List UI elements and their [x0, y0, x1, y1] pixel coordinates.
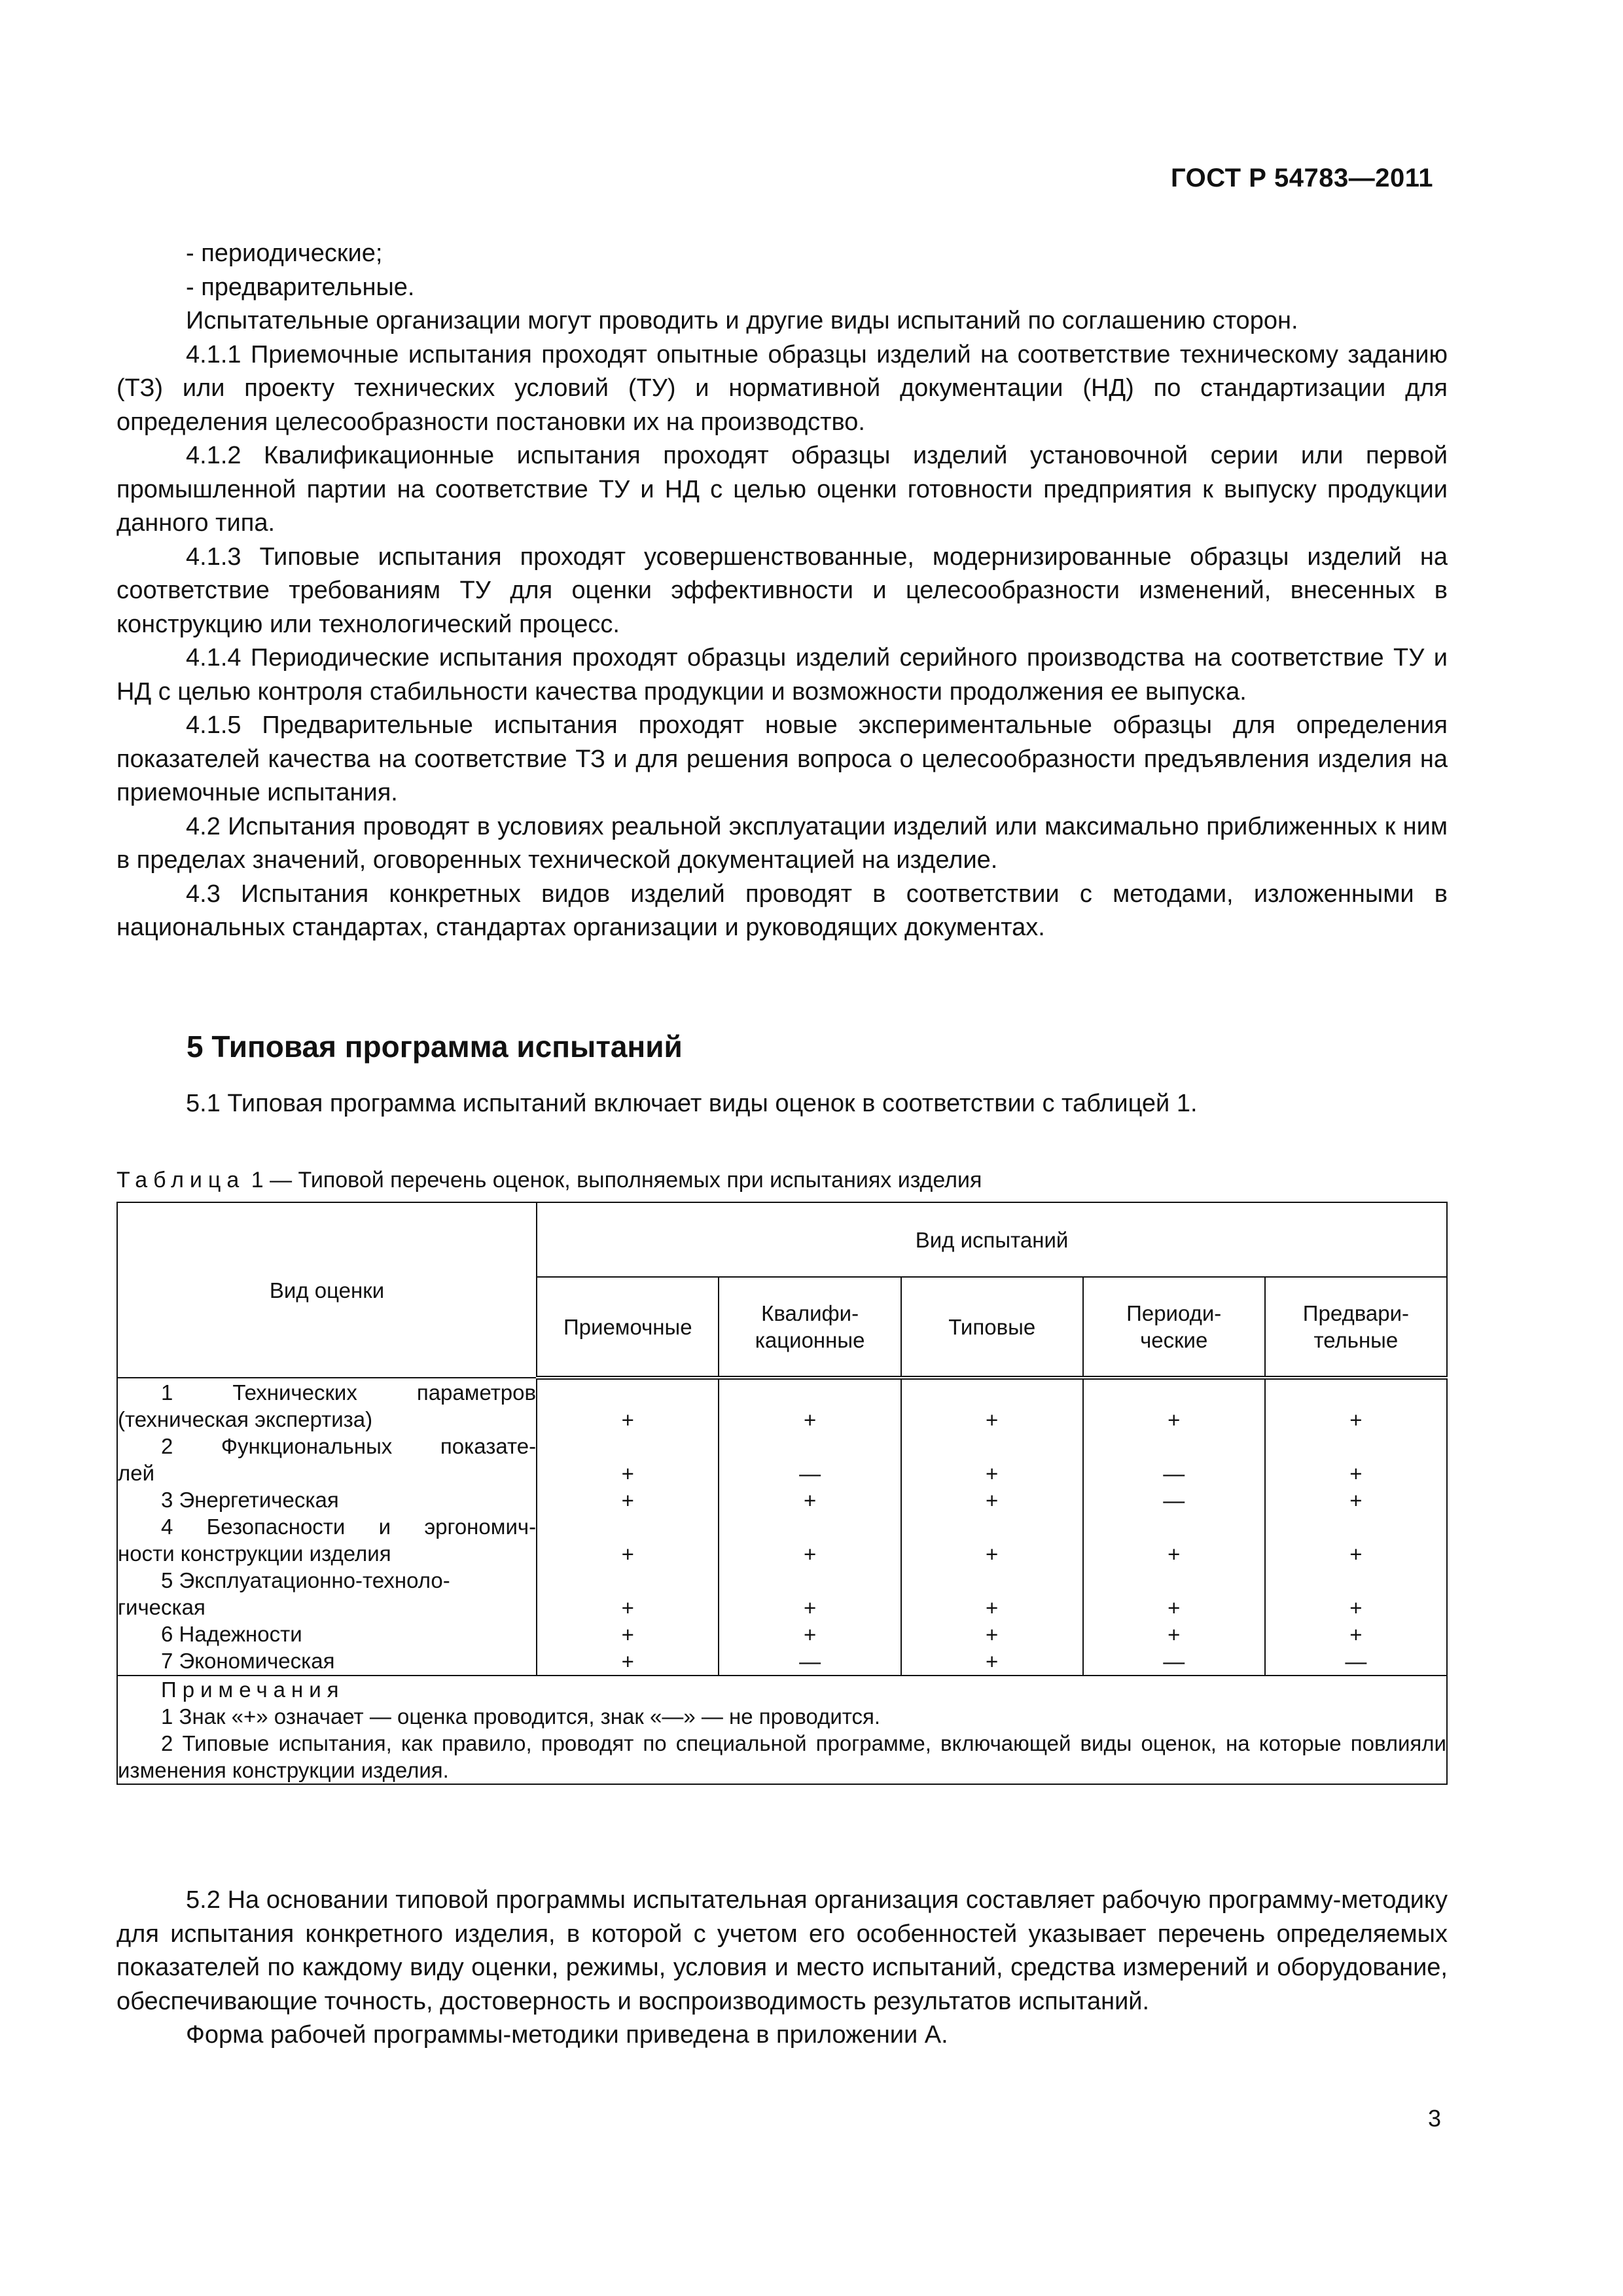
- table-row-label: 4 Безопасности и эргономич-: [161, 1515, 537, 1539]
- paragraph: 5.2 На основании типовой программы испытательная организация составляет рабочую программу-методику для испытания конкретного изделия, в которой с учетом его особенностей указывает перечень определяемых показателей по каждому виду оценки, режимы, условия и место испытаний, средства измерений и оборудование, обеспечивающие точность, достоверность и воспроизводимость результатов испытаний.: [116, 1886, 1448, 2015]
- paragraph-4-1-3: 4.1.3 Типовые испытания проходят усовершенствованные, модернизированные образцы изделий на соответствие требованиям ТУ для оценки эффективности и целесообразности изменений, внесенных в конструкцию или технологический процесс.: [116, 543, 1448, 638]
- table-row-label: 3 Энергетическая: [161, 1488, 339, 1512]
- paragraph: Форма рабочей программы-методики приведена в приложении А.: [186, 2021, 948, 2049]
- table-row-label: ности конструкции изделия: [118, 1541, 391, 1566]
- note-item: 1 Знак «+» означает — оценка проводится, знак «—» — не проводится.: [161, 1704, 881, 1729]
- table-row-label: 1 Технических параметров: [161, 1380, 537, 1405]
- paragraph-4-3: 4.3 Испытания конкретных видов изделий проводят в соответствии с методами, изложенными в национальных стандартах, стандартах организации и руководящих документах.: [116, 880, 1448, 941]
- table-row-label: 6 Надежности: [161, 1622, 302, 1646]
- paragraph-5-2: [116, 1884, 1448, 2053]
- evaluation-labels: [117, 1378, 537, 1676]
- paragraph-4-2: 4.2 Испытания проводят в условиях реальной эксплуатации изделий или максимально приближенных к ним в пределах значений, оговоренных технической документацией на изделие.: [116, 812, 1448, 874]
- table-row-label: (техническая экспертиза): [118, 1407, 373, 1431]
- note-item: 2 Типовые испытания, как правило, проводят по специальной программе, включающей виды оценок, на которые повлияли изменения конструкции изделия.: [118, 1731, 1446, 1782]
- table-caption-text: 1 — Типовой перечень оценок, выполняемых при испытаниях изделия: [245, 1168, 982, 1193]
- standard-code: ГОСТ Р 54783—2011: [1171, 164, 1433, 192]
- table-row-label: 7 Экономическая: [161, 1649, 335, 1673]
- paragraph-4-1-2: 4.1.2 Квалификационные испытания проходят образцы изделий установочной серии или первой промышленной партии на соответствие ТУ и НД с целью оценки готовности предприятия к выпуску продукции данного типа.: [116, 442, 1448, 537]
- col-header-evaluation: Вид оценки: [117, 1202, 537, 1378]
- table-caption-word: Таблица: [116, 1168, 245, 1193]
- table-row-label: лей: [118, 1461, 155, 1485]
- col-header-test-kind: Вид испытаний: [537, 1202, 1447, 1277]
- section-title: 5 Типовая программа испытаний: [187, 1030, 683, 1064]
- marks-preliminary: + + + + + + —: [1265, 1378, 1447, 1676]
- table-row-label: гическая: [118, 1595, 205, 1619]
- paragraph-4-1-1: 4.1.1 Приемочные испытания проходят опытные образцы изделий на соответствие техническому заданию (ТЗ) или проекту технических условий (ТУ) и нормативной документации (НД) по стандартизации для определения целесообразности постановки их на производство.: [116, 340, 1448, 436]
- marks-periodic: + — — + + + —: [1083, 1378, 1265, 1676]
- table-caption: [116, 1166, 982, 1194]
- paragraph-4-1-5: 4.1.5 Предварительные испытания проходят новые экспериментальные образцы для определения показателей качества на соответствие ТЗ и для решения вопроса о целесообразности предъявления изделия на приемочные испытания.: [116, 711, 1448, 806]
- table-row-label: 5 Эксплуатационно-техноло-: [161, 1568, 450, 1592]
- col-header-periodic: Периоди- ческие: [1083, 1277, 1265, 1378]
- col-header-acceptance: Приемочные: [537, 1277, 719, 1378]
- section-4-text: [116, 237, 1448, 945]
- notes-title: Примечания: [161, 1677, 345, 1702]
- marks-type: + + + + + + +: [901, 1378, 1083, 1676]
- table-notes: [117, 1676, 1447, 1784]
- paragraph-5-1: 5.1 Типовая программа испытаний включает виды оценок в соответствии с таблицей 1.: [186, 1090, 1198, 1117]
- page-number: 3: [1427, 2105, 1441, 2132]
- col-header-qualification: Квалифи- кационные: [719, 1277, 901, 1378]
- marks-qualification: + — + + + + —: [719, 1378, 901, 1676]
- evaluation-table: [116, 1202, 1448, 1785]
- list-item: - периодические;: [186, 240, 383, 267]
- marks-acceptance: + + + + + + +: [537, 1378, 719, 1676]
- list-item: - предварительные.: [186, 273, 415, 301]
- table-row-label: 2 Функциональных показате-: [161, 1434, 537, 1458]
- col-header-type: Типовые: [901, 1277, 1083, 1378]
- col-header-preliminary: Предвари- тельные: [1265, 1277, 1447, 1378]
- paragraph-4-1-4: 4.1.4 Периодические испытания проходят образцы изделий серийного производства на соответствие ТУ и НД с целью контроля стабильности качества продукции и возможности продолжения ее выпуска.: [116, 644, 1448, 706]
- paragraph: Испытательные организации могут проводить и другие виды испытаний по соглашению сторон.: [186, 307, 1298, 334]
